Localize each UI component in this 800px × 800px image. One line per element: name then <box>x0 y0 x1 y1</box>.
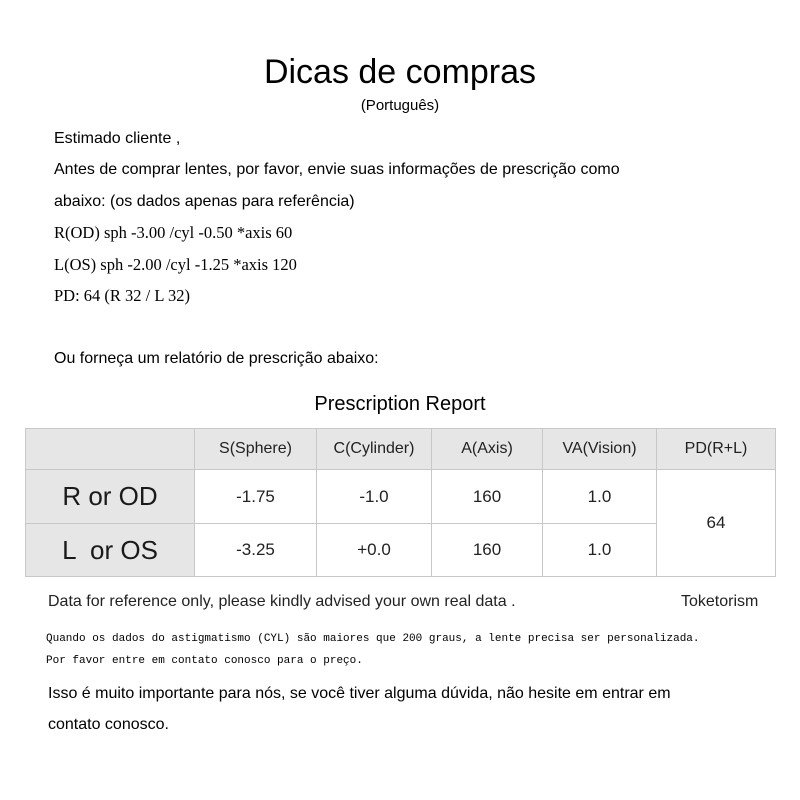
od-axis: 160 <box>432 470 543 524</box>
brand-name: Toketorism <box>681 593 759 610</box>
report-title: Prescription Report <box>314 393 486 415</box>
os-vision: 1.0 <box>543 524 657 577</box>
astigmatism-note-line-1: Quando os dados do astigmatismo (CYL) são maiores que 200 graus, a lente precisa ser personalizada. <box>46 633 700 645</box>
example-od: R(OD) sph -3.00 /cyl -0.50 *axis 60 <box>54 223 293 242</box>
intro-line-1: Antes de comprar lentes, por favor, envie suas informações de prescrição como <box>54 161 620 178</box>
os-axis: 160 <box>432 524 543 577</box>
os-sphere: -3.25 <box>195 524 317 577</box>
page-subtitle: (Português) <box>360 97 440 114</box>
prescription-table <box>25 428 776 577</box>
reference-note: Data for reference only, please kindly advised your own real data . <box>48 593 516 610</box>
od-sphere: -1.75 <box>195 470 317 524</box>
greeting-text: Estimado cliente , <box>54 130 181 147</box>
od-cylinder: -1.0 <box>317 470 432 524</box>
pd-value: 64 <box>657 470 776 577</box>
os-cylinder: +0.0 <box>317 524 432 577</box>
table-row-od <box>26 470 776 524</box>
intro-line-2: abaixo: (os dados apenas para referência) <box>54 193 355 210</box>
header-sphere: S(Sphere) <box>195 429 317 470</box>
header-axis: A(Axis) <box>432 429 543 470</box>
od-vision: 1.0 <box>543 470 657 524</box>
table-header-row <box>26 429 776 470</box>
closing-line-2: contato conosco. <box>48 716 169 733</box>
report-prompt: Ou forneça um relatório de prescrição abaixo: <box>54 350 379 367</box>
closing-line-1: Isso é muito importante para nós, se você tiver alguma dúvida, não hesite em entrar em <box>48 685 671 702</box>
astigmatism-note-line-2: Por favor entre em contato conosco para o preço. <box>46 655 363 667</box>
example-pd: PD: 64 (R 32 / L 32) <box>54 286 190 305</box>
page-title: Dicas de compras <box>263 53 537 91</box>
row-label-os: L or OS <box>26 524 195 577</box>
header-cylinder: C(Cylinder) <box>317 429 432 470</box>
header-empty <box>26 429 195 470</box>
row-label-od: R or OD <box>26 470 195 524</box>
header-pd: PD(R+L) <box>657 429 776 470</box>
header-vision: VA(Vision) <box>543 429 657 470</box>
example-os: L(OS) sph -2.00 /cyl -1.25 *axis 120 <box>54 255 297 274</box>
